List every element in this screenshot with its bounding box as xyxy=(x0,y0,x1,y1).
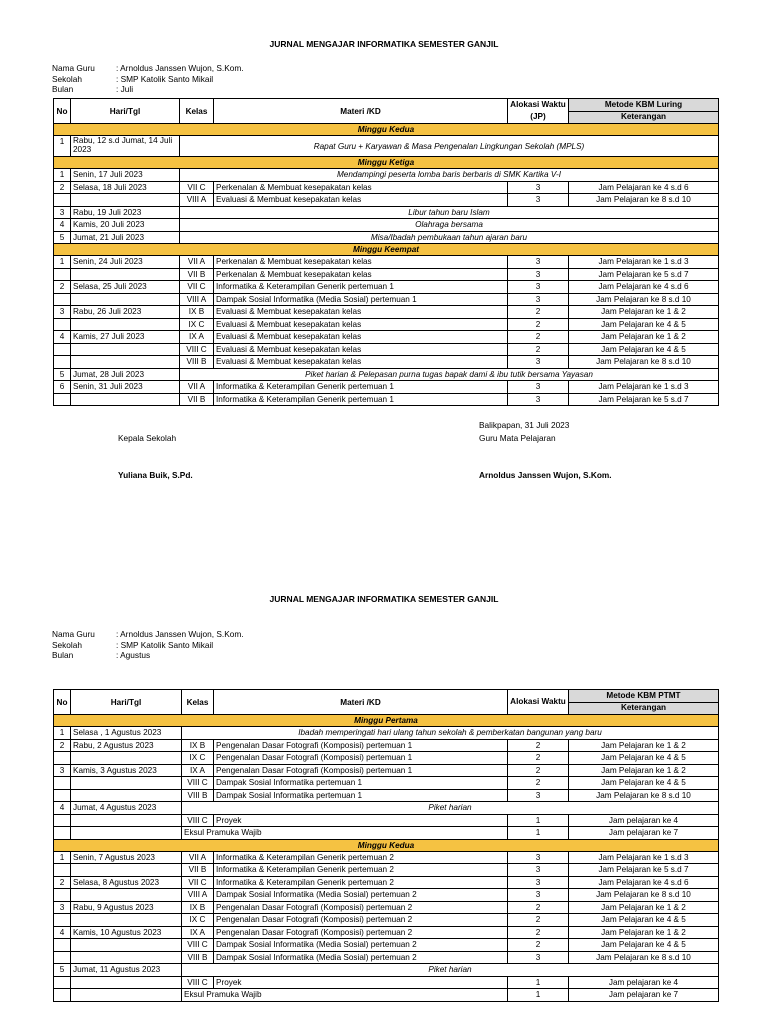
row-date xyxy=(71,914,182,927)
row-date xyxy=(71,393,180,406)
row-jp: 2 xyxy=(508,306,569,319)
row-keterangan: Jam pelajaran ke 7 xyxy=(569,989,719,1002)
table-row xyxy=(54,281,719,294)
signature-right-role: Guru Mata Pelajaran xyxy=(479,433,556,443)
row-date xyxy=(71,268,180,281)
row-kelas: VIII B xyxy=(182,789,214,802)
header-alokasi: Alokasi Waktu (JP) xyxy=(508,99,569,124)
week-label: Minggu Kedua xyxy=(54,839,719,851)
signature-left-name: Yuliana Buik, S.Pd. xyxy=(118,470,193,480)
event-text: Piket harian xyxy=(182,964,719,977)
row-date: Jumat, 11 Agustus 2023 xyxy=(71,964,182,977)
event-text: Piket harian & Pelepasan purna tugas bapak dami & ibu tutik bersama Yayasan xyxy=(180,368,719,381)
row-jp: 1 xyxy=(508,989,569,1002)
row-date: Kamis, 10 Agustus 2023 xyxy=(71,926,182,939)
row-no xyxy=(54,343,71,356)
row-kelas: IX B xyxy=(182,739,214,752)
row-date: Kamis, 20 Juli 2023 xyxy=(71,219,180,232)
event-text: Ibadah memperingati hari ulang tahun sekolah & pemberkatan bangunan yang baru xyxy=(182,727,719,740)
row-date: Kamis, 3 Agustus 2023 xyxy=(71,764,182,777)
row-no xyxy=(54,889,71,902)
row-no: 2 xyxy=(54,876,71,889)
row-no: 6 xyxy=(54,381,71,394)
info-label: Bulan xyxy=(52,650,74,661)
signature-place-date: Balikpapan, 31 Juli 2023 xyxy=(479,420,570,430)
row-kelas: VII A xyxy=(180,256,214,269)
row-keterangan: Jam pelajaran ke 4 xyxy=(569,976,719,989)
row-kelas: VIII B xyxy=(180,356,214,369)
row-date: Selasa , 1 Agustus 2023 xyxy=(71,727,182,740)
row-keterangan: Jam Pelajaran ke 8 s.d 10 xyxy=(569,356,719,369)
header-keterangan: Keterangan xyxy=(569,702,719,715)
row-date: Selasa, 18 Juli 2023 xyxy=(71,181,180,194)
row-no: 3 xyxy=(54,901,71,914)
row-date xyxy=(71,889,182,902)
row-no: 4 xyxy=(54,926,71,939)
row-jp: 3 xyxy=(508,851,569,864)
row-keterangan: Jam Pelajaran ke 8 s.d 10 xyxy=(569,194,719,207)
row-date: Rabu, 2 Agustus 2023 xyxy=(71,739,182,752)
row-jp: 3 xyxy=(508,864,569,877)
teacher-info xyxy=(52,629,244,661)
row-no xyxy=(54,752,71,765)
row-kelas: IX A xyxy=(182,764,214,777)
row-no xyxy=(54,777,71,790)
table-row xyxy=(54,864,719,877)
row-no xyxy=(54,318,71,331)
header-hari: Hari/Tgl xyxy=(71,690,182,715)
row-kelas: VIII A xyxy=(180,194,214,207)
table-row xyxy=(54,976,719,989)
row-date xyxy=(71,814,182,827)
row-materi: Pengenalan Dasar Fotografi (Komposisi) pertemuan 2 xyxy=(214,901,508,914)
info-value: : Arnoldus Janssen Wujon, S.Kom. xyxy=(116,63,244,73)
row-keterangan: Jam Pelajaran ke 4 s.d 6 xyxy=(569,281,719,294)
row-jp: 2 xyxy=(508,318,569,331)
row-keterangan: Jam Pelajaran ke 4 s.d 6 xyxy=(569,876,719,889)
row-kelas: VII B xyxy=(182,864,214,877)
row-materi: Evaluasi & Membuat kesepakatan kelas xyxy=(214,306,508,319)
row-keterangan: Jam Pelajaran ke 4 & 5 xyxy=(569,752,719,765)
row-jp: 2 xyxy=(508,939,569,952)
row-materi: Pengenalan Dasar Fotografi (Komposisi) pertemuan 1 xyxy=(214,739,508,752)
event-text: Libur tahun baru Islam xyxy=(180,206,719,219)
row-kelas: VIII C xyxy=(182,777,214,790)
row-date xyxy=(71,777,182,790)
row-jp: 2 xyxy=(508,777,569,790)
row-keterangan: Jam Pelajaran ke 1 & 2 xyxy=(569,764,719,777)
row-jp: 3 xyxy=(508,268,569,281)
row-date xyxy=(71,989,182,1002)
row-keterangan: Jam Pelajaran ke 8 s.d 10 xyxy=(569,889,719,902)
row-activity: Eksul Pramuka Wajib xyxy=(182,827,508,840)
table-row xyxy=(54,789,719,802)
header-keterangan: Keterangan xyxy=(569,111,719,124)
row-materi: Proyek xyxy=(214,976,508,989)
row-jp: 2 xyxy=(508,739,569,752)
header-no: No xyxy=(54,99,71,124)
event-text: Rapat Guru + Karyawan & Masa Pengenalan Lingkungan Sekolah (MPLS) xyxy=(180,136,719,157)
row-keterangan: Jam Pelajaran ke 4 & 5 xyxy=(569,777,719,790)
row-no: 1 xyxy=(54,136,71,157)
table-row xyxy=(54,951,719,964)
info-label: Nama Guru xyxy=(52,63,95,73)
signature-right-name: Arnoldus Janssen Wujon, S.Kom. xyxy=(479,470,612,480)
table-row xyxy=(54,306,719,319)
event-text: Piket harian xyxy=(182,802,719,815)
info-label: Nama Guru xyxy=(52,629,95,639)
header-alokasi: Alokasi Waktu xyxy=(508,690,569,715)
row-no xyxy=(54,989,71,1002)
table-row xyxy=(54,727,719,740)
row-keterangan: Jam Pelajaran ke 1 & 2 xyxy=(569,739,719,752)
row-kelas: VIII A xyxy=(182,889,214,902)
table-row xyxy=(54,136,719,157)
row-kelas: IX B xyxy=(180,306,214,319)
table-row xyxy=(54,194,719,207)
row-no xyxy=(54,939,71,952)
row-date: Rabu, 19 Juli 2023 xyxy=(71,206,180,219)
row-jp: 3 xyxy=(508,293,569,306)
row-jp: 3 xyxy=(508,889,569,902)
event-text: Olahraga bersama xyxy=(180,219,719,232)
row-jp: 2 xyxy=(508,752,569,765)
row-jp: 1 xyxy=(508,976,569,989)
row-no: 1 xyxy=(54,256,71,269)
row-no xyxy=(54,864,71,877)
row-date xyxy=(71,194,180,207)
row-materi: Informatika & Keterampilan Generik pertemuan 1 xyxy=(214,393,508,406)
table-row xyxy=(54,939,719,952)
week-label: Minggu Pertama xyxy=(54,715,719,727)
table-row xyxy=(54,169,719,182)
journal-title: JURNAL MENGAJAR INFORMATIKA SEMESTER GANJIL xyxy=(269,594,499,604)
journal-table xyxy=(53,98,719,406)
week-label: Minggu Keempat xyxy=(54,244,719,256)
row-materi: Evaluasi & Membuat kesepakatan kelas xyxy=(214,356,508,369)
row-materi: Pengenalan Dasar Fotografi (Komposisi) pertemuan 1 xyxy=(214,764,508,777)
row-date xyxy=(71,752,182,765)
header-materi: Materi /KD xyxy=(214,690,508,715)
row-materi: Pengenalan Dasar Fotografi (Komposisi) pertemuan 1 xyxy=(214,752,508,765)
table-row xyxy=(54,181,719,194)
row-no xyxy=(54,976,71,989)
week-row xyxy=(54,839,719,851)
row-jp: 3 xyxy=(508,256,569,269)
row-materi: Dampak Sosial Informatika (Media Sosial) pertemuan 2 xyxy=(214,951,508,964)
row-jp: 3 xyxy=(508,789,569,802)
row-keterangan: Jam Pelajaran ke 1 & 2 xyxy=(569,331,719,344)
week-row xyxy=(54,157,719,169)
row-materi: Dampak Sosial Informatika (Media Sosial) pertemuan 1 xyxy=(214,293,508,306)
signature-left-role: Kepala Sekolah xyxy=(118,433,177,443)
row-kelas: IX A xyxy=(182,926,214,939)
table-row xyxy=(54,752,719,765)
row-jp: 2 xyxy=(508,901,569,914)
row-materi: Dampak Sosial Informatika (Media Sosial) pertemuan 2 xyxy=(214,889,508,902)
row-no xyxy=(54,293,71,306)
row-materi: Informatika & Keterampilan Generik pertemuan 1 xyxy=(214,281,508,294)
row-materi: Evaluasi & Membuat kesepakatan kelas xyxy=(214,331,508,344)
row-no: 2 xyxy=(54,281,71,294)
row-keterangan: Jam Pelajaran ke 1 & 2 xyxy=(569,926,719,939)
row-jp: 3 xyxy=(508,181,569,194)
row-activity: Eksul Pramuka Wajib xyxy=(182,989,508,1002)
row-keterangan: Jam Pelajaran ke 8 s.d 10 xyxy=(569,789,719,802)
table-row xyxy=(54,764,719,777)
row-date: Selasa, 8 Agustus 2023 xyxy=(71,876,182,889)
event-text: Mendampingi peserta lomba baris berbaris di SMK Kartika V-I xyxy=(180,169,719,182)
row-date xyxy=(71,976,182,989)
row-date: Jumat, 28 Juli 2023 xyxy=(71,368,180,381)
table-row xyxy=(54,331,719,344)
row-materi: Evaluasi & Membuat kesepakatan kelas xyxy=(214,343,508,356)
week-row xyxy=(54,124,719,136)
row-no xyxy=(54,393,71,406)
table-row xyxy=(54,777,719,790)
row-materi: Perkenalan & Membuat kesepakatan kelas xyxy=(214,181,508,194)
row-kelas: VIII A xyxy=(180,293,214,306)
row-date: Rabu, 9 Agustus 2023 xyxy=(71,901,182,914)
row-jp: 3 xyxy=(508,281,569,294)
row-kelas: IX B xyxy=(182,901,214,914)
row-jp: 3 xyxy=(508,876,569,889)
row-no: 1 xyxy=(54,727,71,740)
week-row xyxy=(54,715,719,727)
row-keterangan: Jam Pelajaran ke 4 & 5 xyxy=(569,914,719,927)
table-row xyxy=(54,989,719,1002)
row-kelas: IX C xyxy=(182,914,214,927)
row-no: 5 xyxy=(54,368,71,381)
row-kelas: IX C xyxy=(182,752,214,765)
row-date xyxy=(71,864,182,877)
row-keterangan: Jam Pelajaran ke 5 s.d 7 xyxy=(569,268,719,281)
row-no xyxy=(54,827,71,840)
row-no xyxy=(54,951,71,964)
week-label: Minggu Kedua xyxy=(54,124,719,136)
row-kelas: VII A xyxy=(182,851,214,864)
row-date xyxy=(71,827,182,840)
table-row xyxy=(54,356,719,369)
row-no xyxy=(54,356,71,369)
header-kelas: Kelas xyxy=(180,99,214,124)
row-date: Rabu, 12 s.d Jumat, 14 Juli 2023 xyxy=(71,136,180,157)
row-materi: Pengenalan Dasar Fotografi (Komposisi) pertemuan 2 xyxy=(214,914,508,927)
info-value: : Agustus xyxy=(116,650,151,661)
row-no: 5 xyxy=(54,231,71,244)
row-no xyxy=(54,914,71,927)
row-keterangan: Jam Pelajaran ke 1 s.d 3 xyxy=(569,256,719,269)
row-no xyxy=(54,194,71,207)
row-materi: Proyek xyxy=(214,814,508,827)
row-no xyxy=(54,789,71,802)
row-keterangan: Jam Pelajaran ke 8 s.d 10 xyxy=(569,951,719,964)
row-kelas: VII C xyxy=(180,181,214,194)
table-row xyxy=(54,368,719,381)
row-date: Kamis, 27 Juli 2023 xyxy=(71,331,180,344)
row-no: 3 xyxy=(54,306,71,319)
row-date xyxy=(71,939,182,952)
row-jp: 3 xyxy=(508,194,569,207)
row-kelas: VIII B xyxy=(182,951,214,964)
table-row xyxy=(54,851,719,864)
row-no: 5 xyxy=(54,964,71,977)
row-jp: 1 xyxy=(508,827,569,840)
info-value: : SMP Katolik Santo Mikail xyxy=(116,73,214,84)
row-materi: Evaluasi & Membuat kesepakatan kelas xyxy=(214,194,508,207)
row-date: Selasa, 25 Juli 2023 xyxy=(71,281,180,294)
header-metode: Metode KBM Luring xyxy=(569,99,719,112)
info-value: : SMP Katolik Santo Mikail xyxy=(116,639,214,650)
row-date xyxy=(71,356,180,369)
row-keterangan: Jam Pelajaran ke 4 s.d 6 xyxy=(569,181,719,194)
row-no: 2 xyxy=(54,181,71,194)
row-no xyxy=(54,268,71,281)
table-row xyxy=(54,268,719,281)
table-row xyxy=(54,343,719,356)
info-value: : Arnoldus Janssen Wujon, S.Kom. xyxy=(116,629,244,639)
table-row xyxy=(54,739,719,752)
row-keterangan: Jam Pelajaran ke 5 s.d 7 xyxy=(569,393,719,406)
row-date: Senin, 31 Juli 2023 xyxy=(71,381,180,394)
table-row xyxy=(54,914,719,927)
row-materi: Informatika & Keterampilan Generik pertemuan 2 xyxy=(214,851,508,864)
header-kelas: Kelas xyxy=(182,690,214,715)
row-materi: Pengenalan Dasar Fotografi (Komposisi) pertemuan 2 xyxy=(214,926,508,939)
row-keterangan: Jam Pelajaran ke 4 & 5 xyxy=(569,343,719,356)
row-date xyxy=(71,318,180,331)
table-row xyxy=(54,827,719,840)
table-row xyxy=(54,393,719,406)
row-date xyxy=(71,293,180,306)
row-date: Jumat, 21 Juli 2023 xyxy=(71,231,180,244)
header-materi: Materi /KD xyxy=(214,99,508,124)
row-date: Senin, 24 Juli 2023 xyxy=(71,256,180,269)
row-no: 3 xyxy=(54,206,71,219)
row-materi: Dampak Sosial Informatika pertemuan 1 xyxy=(214,777,508,790)
teacher-info xyxy=(52,63,244,95)
table-row xyxy=(54,318,719,331)
table-row xyxy=(54,926,719,939)
row-no: 2 xyxy=(54,739,71,752)
row-kelas: VIII C xyxy=(182,976,214,989)
row-no: 3 xyxy=(54,764,71,777)
row-no: 1 xyxy=(54,851,71,864)
header-hari: Hari/Tgl xyxy=(71,99,180,124)
table-row xyxy=(54,964,719,977)
table-row xyxy=(54,256,719,269)
row-kelas: VIII C xyxy=(182,814,214,827)
row-kelas: VII C xyxy=(180,281,214,294)
row-date xyxy=(71,789,182,802)
row-jp: 2 xyxy=(508,331,569,344)
row-no xyxy=(54,814,71,827)
info-label: Sekolah xyxy=(52,639,82,650)
row-kelas: VII B xyxy=(180,268,214,281)
table-row xyxy=(54,901,719,914)
row-keterangan: Jam Pelajaran ke 4 & 5 xyxy=(569,318,719,331)
row-date xyxy=(71,951,182,964)
table-row xyxy=(54,381,719,394)
table-row xyxy=(54,802,719,815)
row-kelas: VII A xyxy=(180,381,214,394)
event-text: Misa/Ibadah pembukaan tahun ajaran baru xyxy=(180,231,719,244)
row-kelas: VII C xyxy=(182,876,214,889)
row-materi: Informatika & Keterampilan Generik pertemuan 2 xyxy=(214,876,508,889)
info-value: : Juli xyxy=(116,84,134,95)
row-jp: 2 xyxy=(508,914,569,927)
row-no: 4 xyxy=(54,219,71,232)
row-kelas: IX C xyxy=(180,318,214,331)
journal-table xyxy=(53,689,719,1002)
row-jp: 3 xyxy=(508,381,569,394)
row-jp: 2 xyxy=(508,926,569,939)
row-kelas: VIII C xyxy=(180,343,214,356)
row-date: Senin, 7 Agustus 2023 xyxy=(71,851,182,864)
table-row xyxy=(54,293,719,306)
row-date: Jumat, 4 Agustus 2023 xyxy=(71,802,182,815)
row-jp: 3 xyxy=(508,393,569,406)
row-date: Rabu, 26 Juli 2023 xyxy=(71,306,180,319)
row-materi: Informatika & Keterampilan Generik pertemuan 2 xyxy=(214,864,508,877)
row-no: 4 xyxy=(54,802,71,815)
row-keterangan: Jam Pelajaran ke 1 & 2 xyxy=(569,901,719,914)
table-row xyxy=(54,814,719,827)
row-materi: Perkenalan & Membuat kesepakatan kelas xyxy=(214,268,508,281)
row-materi: Perkenalan & Membuat kesepakatan kelas xyxy=(214,256,508,269)
info-label: Bulan xyxy=(52,84,74,95)
header-metode: Metode KBM PTMT xyxy=(569,690,719,703)
row-kelas: IX A xyxy=(180,331,214,344)
row-no: 1 xyxy=(54,169,71,182)
row-jp: 2 xyxy=(508,764,569,777)
table-row xyxy=(54,231,719,244)
row-materi: Evaluasi & Membuat kesepakatan kelas xyxy=(214,318,508,331)
table-row xyxy=(54,889,719,902)
row-materi: Informatika & Keterampilan Generik pertemuan 1 xyxy=(214,381,508,394)
row-jp: 3 xyxy=(508,356,569,369)
week-label: Minggu Ketiga xyxy=(54,157,719,169)
row-keterangan: Jam pelajaran ke 7 xyxy=(569,827,719,840)
row-kelas: VII B xyxy=(180,393,214,406)
row-jp: 1 xyxy=(508,814,569,827)
info-label: Sekolah xyxy=(52,73,82,84)
row-keterangan: Jam Pelajaran ke 1 & 2 xyxy=(569,306,719,319)
week-row xyxy=(54,244,719,256)
table-row xyxy=(54,219,719,232)
row-jp: 3 xyxy=(508,951,569,964)
row-date: Senin, 17 Juli 2023 xyxy=(71,169,180,182)
row-keterangan: Jam Pelajaran ke 4 & 5 xyxy=(569,939,719,952)
row-keterangan: Jam pelajaran ke 4 xyxy=(569,814,719,827)
row-keterangan: Jam Pelajaran ke 1 s.d 3 xyxy=(569,381,719,394)
row-keterangan: Jam Pelajaran ke 1 s.d 3 xyxy=(569,851,719,864)
table-row xyxy=(54,206,719,219)
row-kelas: VIII C xyxy=(182,939,214,952)
header-no: No xyxy=(54,690,71,715)
row-jp: 2 xyxy=(508,343,569,356)
row-date xyxy=(71,343,180,356)
row-keterangan: Jam Pelajaran ke 8 s.d 10 xyxy=(569,293,719,306)
journal-title: JURNAL MENGAJAR INFORMATIKA SEMESTER GANJIL xyxy=(269,39,499,49)
row-keterangan: Jam Pelajaran ke 5 s.d 7 xyxy=(569,864,719,877)
table-row xyxy=(54,876,719,889)
row-materi: Dampak Sosial Informatika (Media Sosial) pertemuan 2 xyxy=(214,939,508,952)
row-materi: Dampak Sosial Informatika pertemuan 1 xyxy=(214,789,508,802)
row-no: 4 xyxy=(54,331,71,344)
